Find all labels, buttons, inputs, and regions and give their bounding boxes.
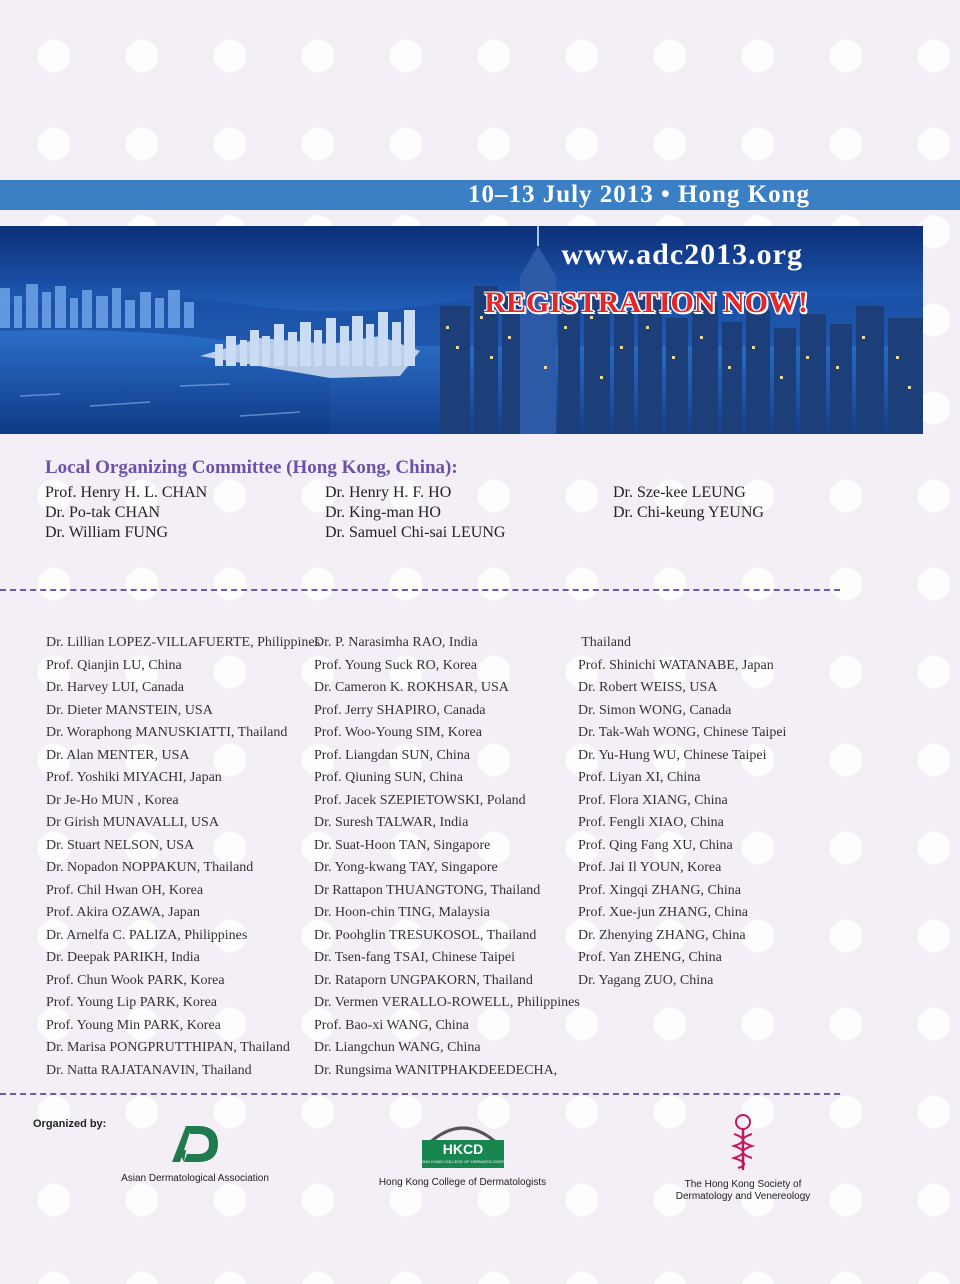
list-item: Dr. Rungsima WANITPHAKDEEDECHA, [314, 1062, 558, 1078]
list-item: Dr. Tsen-fang TSAI, Chinese Taipei [314, 950, 516, 965]
local-committee-column [45, 483, 207, 543]
list-item: Prof. Jai Il YOUN, Korea [578, 860, 722, 875]
committee-member: Dr. Henry H. F. HO [325, 484, 452, 501]
svg-text:HKCD: HKCD [442, 1141, 483, 1157]
list-item: Dr. Suat-Hoon TAN, Singapore [314, 837, 491, 853]
list-item: Dr. Liangchun WANG, China [314, 1040, 481, 1055]
committee-member: Dr. Po-tak CHAN [45, 504, 161, 521]
list-item: Prof. Young Min PARK, Korea [46, 1017, 221, 1033]
committee-member: Dr. Chi-keung YEUNG [613, 504, 764, 521]
list-item: Dr. Yu-Hung WU, Chinese Taipei [578, 747, 767, 763]
event-date-location: 10–13 July 2013 • Hong Kong [467, 181, 810, 208]
list-item: Prof. Jerry SHAPIRO, Canada [314, 702, 486, 718]
list-item: Dr. Stuart NELSON, USA [46, 837, 195, 853]
list-item: Thailand [578, 635, 632, 650]
local-committee-column [613, 483, 764, 523]
list-item: Dr. Arnelfa C. PALIZA, Philippines [46, 927, 248, 943]
list-item: Prof. Yan ZHENG, China [578, 950, 722, 965]
list-item: Dr. Dieter MANSTEIN, USA [46, 702, 213, 718]
list-item: Dr. Robert WEISS, USA [578, 680, 718, 695]
list-item: Prof. Liyan XI, China [578, 770, 701, 785]
list-item: Dr. P. Narasimha RAO, India [314, 635, 478, 650]
list-item: Prof. Yoshiki MIYACHI, Japan [46, 770, 222, 785]
list-item: Dr. Zhenying ZHANG, China [578, 927, 746, 943]
organizer-name: The Hong Kong Society of Dermatology and Venereology [675, 1179, 811, 1202]
date-banner [0, 180, 960, 210]
ad-logo-icon [168, 1122, 222, 1166]
committee-member: Dr. Samuel Chi-sai LEUNG [325, 524, 506, 541]
list-item: Dr. Simon WONG, Canada [578, 702, 732, 718]
caduceus-logo-icon [728, 1112, 758, 1172]
svg-text:HONG KONG COLLEGE OF DERMATOLO: HONG KONG COLLEGE OF DERMATOLOGISTS [417, 1159, 508, 1164]
section-divider [0, 1093, 840, 1095]
list-item: Dr Je-Ho MUN , Korea [46, 792, 179, 808]
list-item: Prof. Shinichi WATANABE, Japan [578, 657, 774, 673]
list-item: Prof. Jacek SZEPIETOWSKI, Poland [314, 792, 526, 808]
list-item: Dr. Woraphong MANUSKIATTI, Thailand [46, 725, 288, 740]
list-item: Dr. Harvey LUI, Canada [46, 680, 185, 695]
list-item: Prof. Young Suck RO, Korea [314, 657, 477, 673]
list-item: Dr. Marisa PONGPRUTTHIPAN, Thailand [46, 1040, 290, 1055]
list-item: Dr. Cameron K. ROKHSAR, USA [314, 680, 509, 695]
committee-member: Dr. Sze-kee LEUNG [613, 484, 746, 501]
section-divider [0, 589, 840, 591]
list-item: Prof. Qiuning SUN, China [314, 770, 463, 785]
organizer-name: Hong Kong College of Dermatologists [378, 1177, 547, 1188]
list-item: Prof. Chun Wook PARK, Korea [46, 972, 225, 988]
list-item: Dr. Yagang ZUO, China [578, 972, 714, 988]
list-item: Prof. Xingqi ZHANG, China [578, 882, 741, 898]
list-item: Prof. Liangdan SUN, China [314, 747, 470, 763]
names-column-2 [314, 632, 580, 1082]
skyline-banner [0, 226, 923, 434]
list-item: Dr. Deepak PARIKH, India [46, 950, 200, 965]
list-item: Prof. Woo-Young SIM, Korea [314, 725, 482, 740]
names-column-1 [46, 632, 320, 1082]
committee-member: Dr. William FUNG [45, 524, 169, 541]
list-item: Dr. Alan MENTER, USA [46, 747, 190, 763]
names-column-3 [578, 632, 786, 992]
organizer-hkcd [370, 1116, 555, 1189]
list-item: Prof. Xue-jun ZHANG, China [578, 905, 748, 920]
list-item: Dr Girish MUNAVALLI, USA [46, 815, 219, 830]
organizer-ada [120, 1122, 270, 1185]
list-item: Dr. Tak-Wah WONG, Chinese Taipei [578, 725, 787, 740]
list-item: Prof. Qing Fang XU, China [578, 837, 733, 853]
registration-cta[interactable]: REGISTRATION NOW! [484, 286, 808, 319]
list-item: Prof. Flora XIANG, China [578, 792, 728, 808]
list-item: Dr. Natta RAJATANAVIN, Thailand [46, 1062, 252, 1078]
local-committee-heading: Local Organizing Committee (Hong Kong, China): [45, 457, 458, 478]
list-item: Dr. Poohglin TRESUKOSOL, Thailand [314, 927, 537, 943]
list-item: Prof. Fengli XIAO, China [578, 815, 724, 830]
list-item: Prof. Chil Hwan OH, Korea [46, 882, 204, 898]
event-website[interactable]: www.adc2013.org [561, 238, 803, 271]
list-item: Dr. Nopadon NOPPAKUN, Thailand [46, 860, 254, 875]
organizer-hksdv [668, 1112, 818, 1203]
list-item: Dr. Rataporn UNGPAKORN, Thailand [314, 972, 533, 988]
list-item: Dr Rattapon THUANGTONG, Thailand [314, 882, 541, 898]
list-item: Dr. Hoon-chin TING, Malaysia [314, 905, 490, 920]
committee-member: Prof. Henry H. L. CHAN [45, 484, 208, 501]
list-item: Dr. Lillian LOPEZ-VILLAFUERTE, Philippines [46, 635, 321, 650]
list-item: Prof. Young Lip PARK, Korea [46, 995, 218, 1010]
local-committee-column [325, 483, 505, 543]
list-item: Prof. Bao-xi WANG, China [314, 1017, 469, 1033]
committee-member: Dr. King-man HO [325, 504, 441, 521]
hkcd-logo-icon [418, 1116, 508, 1170]
list-item: Dr. Suresh TALWAR, India [314, 815, 469, 830]
list-item: Dr. Vermen VERALLO-ROWELL, Philippines [314, 995, 580, 1010]
organizer-name: Asian Dermatological Association [121, 1173, 269, 1184]
list-item: Dr. Yong-kwang TAY, Singapore [314, 860, 498, 875]
organized-by-label: Organized by: [33, 1118, 107, 1130]
list-item: Prof. Akira OZAWA, Japan [46, 905, 201, 920]
list-item: Prof. Qianjin LU, China [46, 657, 182, 673]
